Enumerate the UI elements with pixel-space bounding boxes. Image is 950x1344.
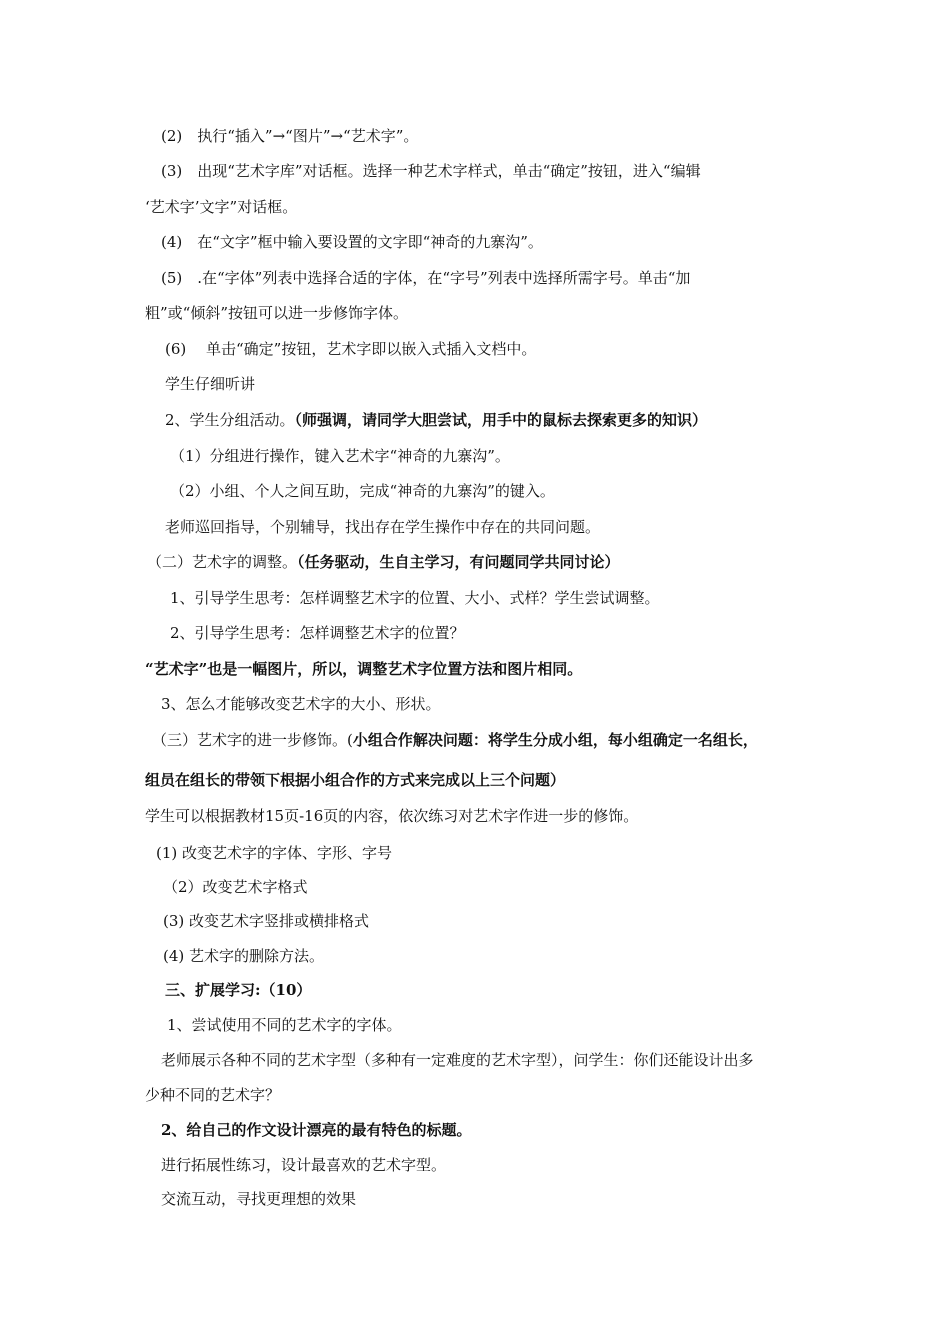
step-3-continuation: ‘艺术字’文字”对话框。 [145, 198, 298, 216]
extended-item-1: 1、尝试使用不同的艺术字的字体。 [167, 1016, 402, 1034]
group-activity-label: 2、学生分组活动。 [165, 411, 295, 429]
section-adjust-note: （任务驱动，生自主学习，有问题同学共同讨论） [297, 553, 620, 571]
section-decorate-note-continuation: 组员在组长的带领下根据小组合作的方式来完成以上三个问题） [145, 771, 566, 789]
step-3-line: (3) 出现“艺术字库”对话框。选择一种艺术字样式，单击“确定”按钮，进入“编辑 [161, 162, 701, 180]
step-5-continuation: 粗”或“倾斜”按钮可以进一步修饰字体。 [145, 304, 409, 322]
decorate-item-3: (3) 改变艺术字竖排或横排格式 [163, 912, 370, 930]
section-decorate-heading [152, 730, 758, 750]
decorate-item-1: (1) 改变艺术字的字体、字形、字号 [156, 844, 393, 862]
teacher-shows-line: 老师展示各种不同的艺术字型（多种有一定难度的艺术字型），问学生：你们还能设计出多 [161, 1051, 754, 1069]
textbook-practice-line: 学生可以根据教材15页-16页的内容，依次练习对艺术字作进一步的修饰。 [145, 807, 639, 825]
exchange-line: 交流互动，寻找更理想的效果 [161, 1190, 357, 1208]
adjust-question-2: 2、引导学生思考：怎样调整艺术字的位置？ [170, 624, 465, 642]
step-2-line: (2) 执行“插入”→“图片”→“艺术字”。 [161, 127, 419, 145]
teacher-guidance-line: 老师巡回指导，个别辅导，找出存在学生操作中存在的共同问题。 [165, 518, 601, 536]
step-4-line: (4) 在“文字”框中输入要设置的文字即“神奇的九寨沟”。 [161, 233, 543, 251]
adjust-question-1: 1、引导学生思考：怎样调整艺术字的位置、大小、式样？学生尝试调整。 [170, 589, 660, 607]
students-listen-line: 学生仔细听讲 [165, 375, 256, 393]
extended-learning-heading: 三、扩展学习:（10） [165, 981, 312, 999]
decorate-item-2: （2）改变艺术字格式 [163, 878, 308, 896]
group-activity-note: （师强调，请同学大胆尝试，用手中的鼠标去探索更多的知识） [294, 411, 708, 429]
extended-item-2: 2、给自己的作文设计漂亮的最有特色的标题。 [161, 1121, 472, 1139]
adjust-question-3: 3、怎么才能够改变艺术字的大小、形状。 [161, 695, 441, 713]
group-activity-line [165, 410, 707, 430]
activity-item-1: （1）分组进行操作，键入艺术字“神奇的九寨沟”。 [170, 447, 510, 465]
decorate-item-4: (4) 艺术字的删除方法。 [163, 947, 325, 965]
section-adjust-heading [147, 552, 620, 572]
activity-item-2: （2）小组、个人之间互助，完成“神奇的九寨沟”的键入。 [170, 482, 555, 500]
step-6-line: (6) 单击“确定”按钮，艺术字即以嵌入式插入文档中。 [165, 340, 537, 358]
extension-practice-line: 进行拓展性练习，设计最喜欢的艺术字型。 [161, 1156, 447, 1174]
section-decorate-note: 小组合作解决问题：将学生分成小组，每小组确定一名组长， [352, 731, 758, 749]
step-5-line: (5) .在“字体”列表中选择合适的字体，在“字号”列表中选择所需字号。单击“加 [161, 269, 691, 287]
section-adjust-label: （二）艺术字的调整。 [147, 553, 298, 571]
section-decorate-label: （三）艺术字的进一步修饰。( [152, 731, 353, 749]
teacher-shows-continuation: 少种不同的艺术字？ [145, 1086, 281, 1104]
wordart-is-picture-line: “艺术字”也是一幅图片，所以，调整艺术字位置方法和图片相同。 [145, 660, 583, 678]
